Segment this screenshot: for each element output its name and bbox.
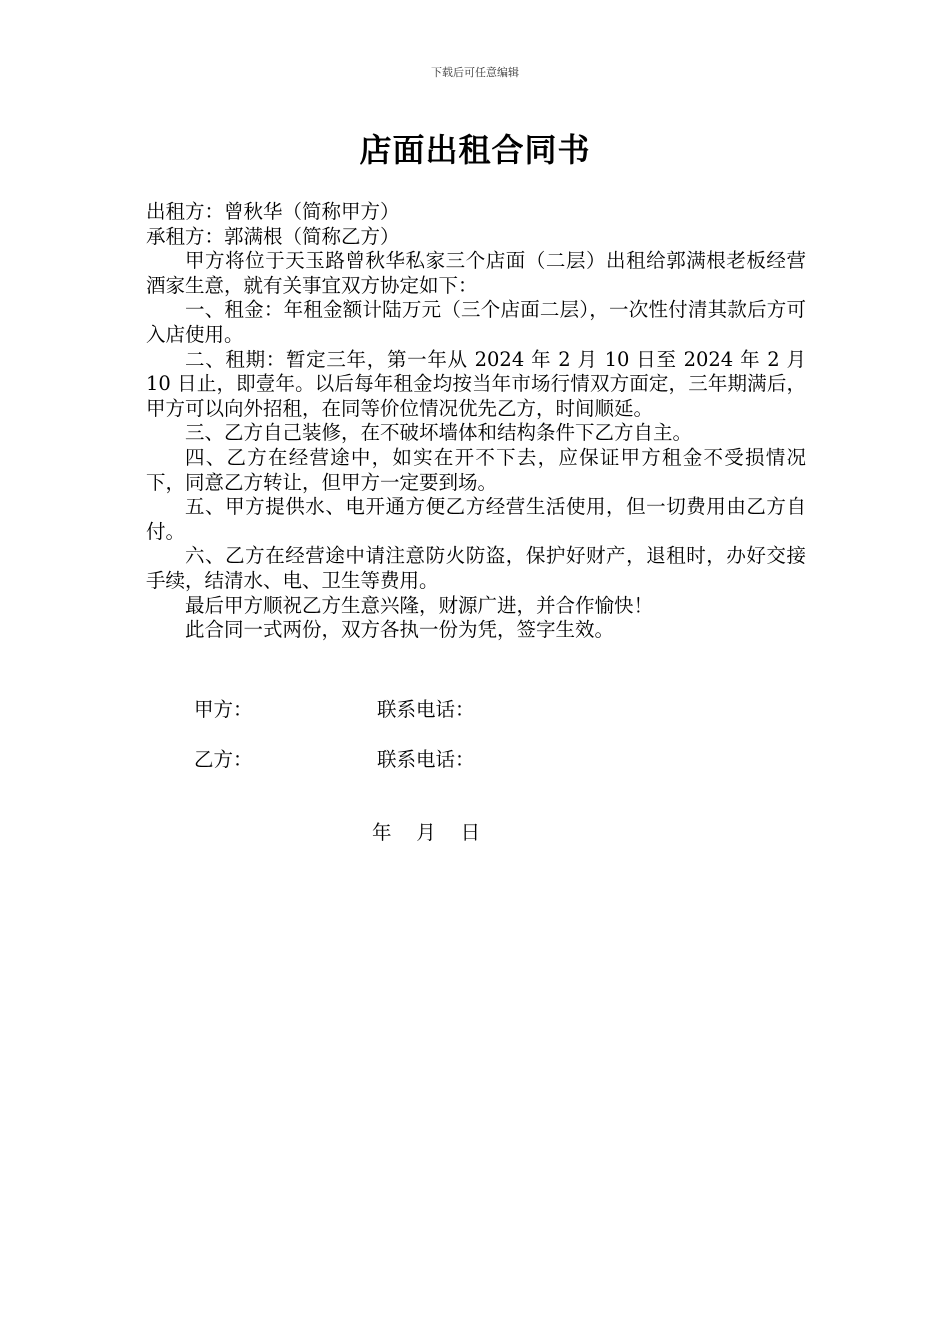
party-a-label: 甲方： (194, 698, 253, 721)
clause-decoration: 三、乙方自己装修，在不破坏墙体和结构条件下乙方自主。 (185, 421, 693, 445)
party-a-signature-row (194, 698, 475, 722)
signature-date-line: 年 月 日 (372, 821, 481, 844)
party-b-signature-row (194, 748, 475, 772)
clause-transfer: 四、乙方在经营途中，如实在开不下去，应保证甲方租金不受损情况下，同意乙方转让，但甲方一定要到场。 (146, 445, 806, 494)
clause-rent: 一、租金：年租金额计陆万元（三个店面二层），一次性付清其款后方可入店使用。 (146, 298, 806, 346)
closing-copies: 此合同一式两份，双方各执一份为凭，签字生效。 (185, 618, 615, 642)
intro-paragraph: 甲方将位于天玉路曾秋华私家三个店面（二层）出租给郭满根老板经营酒家生意，就有关事宜双方协定如下： (146, 249, 806, 297)
document-body (146, 200, 806, 643)
party-b-phone-label: 联系电话： (377, 748, 475, 771)
page-header-note: 下载后可任意编辑 (431, 66, 519, 79)
lessee-line: 承租方：郭满根（简称乙方） (146, 224, 400, 248)
lessor-line: 出租方：曾秋华（简称甲方） (146, 200, 400, 223)
clause-safety: 六、乙方在经营途中请注意防火防盗，保护好财产，退租时，办好交接手续，结清水、电、卫生等费用。 (146, 544, 806, 592)
party-b-label: 乙方： (194, 748, 253, 771)
clause-utilities: 五、甲方提供水、电开通方便乙方经营生活使用，但一切费用由乙方自付。 (146, 495, 806, 543)
document-title: 店面出租合同书 (359, 131, 591, 169)
closing-wish: 最后甲方顺祝乙方生意兴隆，财源广进，并合作愉快！ (185, 593, 654, 617)
clause-term: 二、租期：暂定三年，第一年从 2024 年 2 月 10 日至 2024 年 2 月 10 日止，即壹年。以后每年租金均按当年市场行情双方面定，三年期满后，甲方可以向外招租，在同等价位情况优先乙方，时间顺延。 (146, 347, 806, 420)
party-a-phone-label: 联系电话： (377, 698, 475, 721)
